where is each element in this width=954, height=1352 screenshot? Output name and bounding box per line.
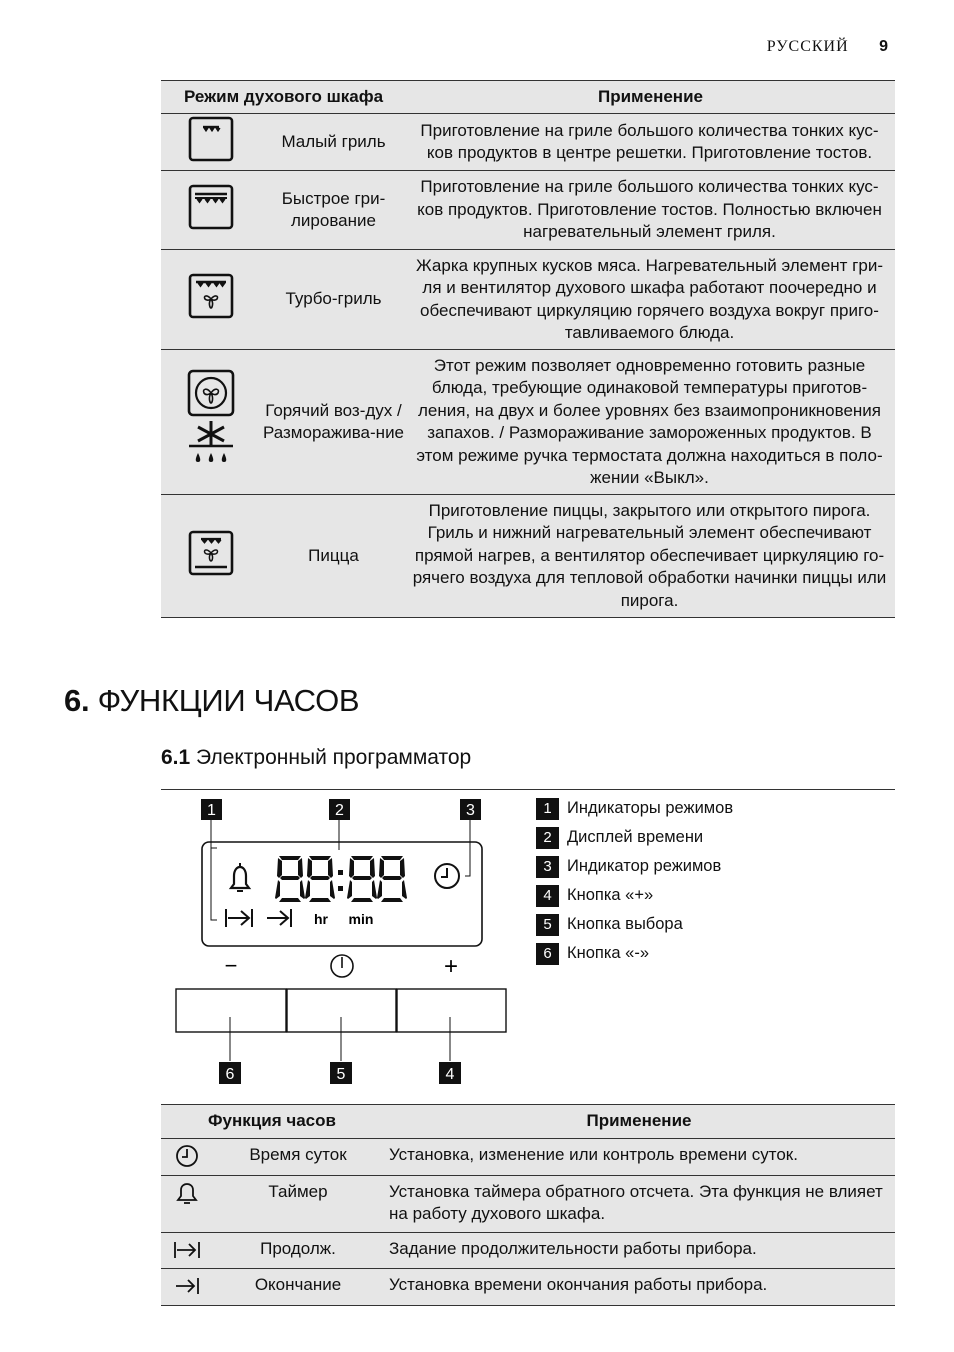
callout-2-label: 2 (335, 802, 344, 819)
mode-description: Приготовление на гриле большого количества тонких кус-ков продуктов. Приготовление тостов. Полностью включен нагревательный элемент гриля. (406, 171, 895, 250)
mode-description: Приготовление пиццы, закрытого или открытого пирога. Гриль и нижний нагревательный элемент обеспечивают прямой нагрев, а вентилятор обеспечивает циркуляцию го-рячего воздуха для тепловой обработки начинки пиццы или пирога. (406, 495, 895, 618)
hr-label: hr (314, 911, 328, 927)
function-description: Установка времени окончания работы прибора. (383, 1269, 895, 1306)
column-header-application: Применение (406, 81, 895, 114)
legend-text: Дисплей времени (567, 828, 704, 846)
section-title (64, 683, 359, 719)
end-indicator-icon (267, 909, 291, 927)
column-header-application: Применение (383, 1105, 895, 1139)
small-grill-icon (187, 115, 235, 163)
function-description: Установка таймера обратного отсчета. Эта функция не влияет на работу духового шкафа. (383, 1175, 895, 1232)
legend-item (536, 794, 733, 823)
legend-text: Кнопка «+» (567, 886, 654, 904)
mode-description: Приготовление на гриле большого количества тонких кус-ков продуктов в центре решетки. Приготовление тостов. (406, 114, 895, 171)
subsection-title (161, 746, 471, 770)
mode-name: Турбо-гриль (261, 250, 406, 350)
end-time-icon (174, 1274, 200, 1298)
duration-indicator-icon (226, 909, 252, 927)
display-frame (202, 842, 482, 946)
callout-3-label: 3 (466, 802, 475, 819)
bell-indicator-icon (231, 863, 249, 891)
callout-4-label: 4 (445, 1066, 455, 1083)
page-number: 9 (879, 38, 888, 55)
function-description: Установка, изменение или контроль времени суток. (383, 1139, 895, 1176)
table-row (161, 495, 895, 618)
legend-text: Индикатор режимов (567, 857, 722, 875)
function-name: Окончание (213, 1269, 383, 1306)
section-number: 6. (64, 683, 90, 718)
clock-icon (175, 1144, 199, 1168)
clock-button-icon (331, 955, 353, 977)
clock-functions-table (161, 1104, 895, 1306)
plus-symbol: + (443, 953, 459, 980)
bell-icon (175, 1181, 199, 1205)
table-row (161, 1269, 895, 1306)
minus-button[interactable] (176, 989, 286, 1032)
plus-button[interactable] (397, 989, 506, 1032)
legend-item (536, 910, 733, 939)
legend-item (536, 881, 733, 910)
subsection-number: 6.1 (161, 746, 191, 769)
hot-air-defrost-icon (183, 369, 239, 469)
callout-1-label: 1 (207, 802, 216, 819)
oven-modes-table (161, 80, 895, 618)
table-row (161, 1139, 895, 1176)
pizza-icon (187, 529, 235, 577)
callout-5-label: 5 (336, 1066, 346, 1083)
mode-name: Горячий воз-дух / Разморажива-ние (261, 350, 406, 495)
min-label: min (348, 911, 374, 927)
time-display-digits (275, 856, 407, 902)
table-row (161, 350, 895, 495)
diagram-legend (536, 794, 733, 968)
minus-symbol: − (224, 953, 238, 978)
legend-item (536, 823, 733, 852)
legend-number: 2 (536, 827, 559, 849)
table-row (161, 1175, 895, 1232)
callout-6-label: 6 (225, 1066, 235, 1083)
mode-description: Этот режим позволяет одновременно готовить разные блюда, требующие одинаковой температуры приготов-ления, на двух и более уровнях без взаимопроникновения запахов. / Размораживание замороженных продуктов. В этом режиме ручка термостата должна находиться в поло-жении «Выкл». (406, 350, 895, 495)
legend-item (536, 852, 733, 881)
fast-grill-icon (187, 183, 235, 231)
legend-text: Кнопка «-» (567, 944, 650, 962)
legend-text: Кнопка выбора (567, 915, 683, 933)
column-header-mode: Режим духового шкафа (161, 81, 406, 114)
table-row (161, 250, 895, 350)
mode-description: Жарка крупных кусков мяса. Нагревательный элемент гри-ля и вентилятор духового шкафа работают поочередно и обеспечивают циркуляцию горячего воздуха вокруг приго-тавливаемого блюда. (406, 250, 895, 350)
function-name: Время суток (213, 1139, 383, 1176)
legend-number: 6 (536, 943, 559, 965)
subsection-title-text: Электронный программатор (196, 746, 472, 769)
duration-icon (173, 1238, 201, 1262)
legend-number: 1 (536, 798, 559, 820)
legend-number: 3 (536, 856, 559, 878)
mode-name: Пицца (261, 495, 406, 618)
table-row (161, 171, 895, 250)
legend-text: Индикаторы режимов (567, 799, 734, 817)
programmer-diagram (161, 790, 521, 1090)
table-row (161, 114, 895, 171)
legend-number: 4 (536, 885, 559, 907)
function-description: Задание продолжительности работы прибора. (383, 1232, 895, 1269)
table-row (161, 1232, 895, 1269)
legend-number: 5 (536, 914, 559, 936)
mode-name: Быстрое гри-лирование (261, 171, 406, 250)
header-language: РУССКИЙ (766, 38, 849, 55)
mode-name: Малый гриль (261, 114, 406, 171)
turbo-grill-icon (187, 272, 235, 320)
column-header-function: Функция часов (161, 1105, 383, 1139)
clock-indicator-icon (435, 864, 459, 888)
page-header (767, 38, 888, 56)
section-title-text: ФУНКЦИИ ЧАСОВ (97, 683, 360, 718)
legend-item (536, 939, 733, 968)
function-name: Продолж. (213, 1232, 383, 1269)
function-name: Таймер (213, 1175, 383, 1232)
